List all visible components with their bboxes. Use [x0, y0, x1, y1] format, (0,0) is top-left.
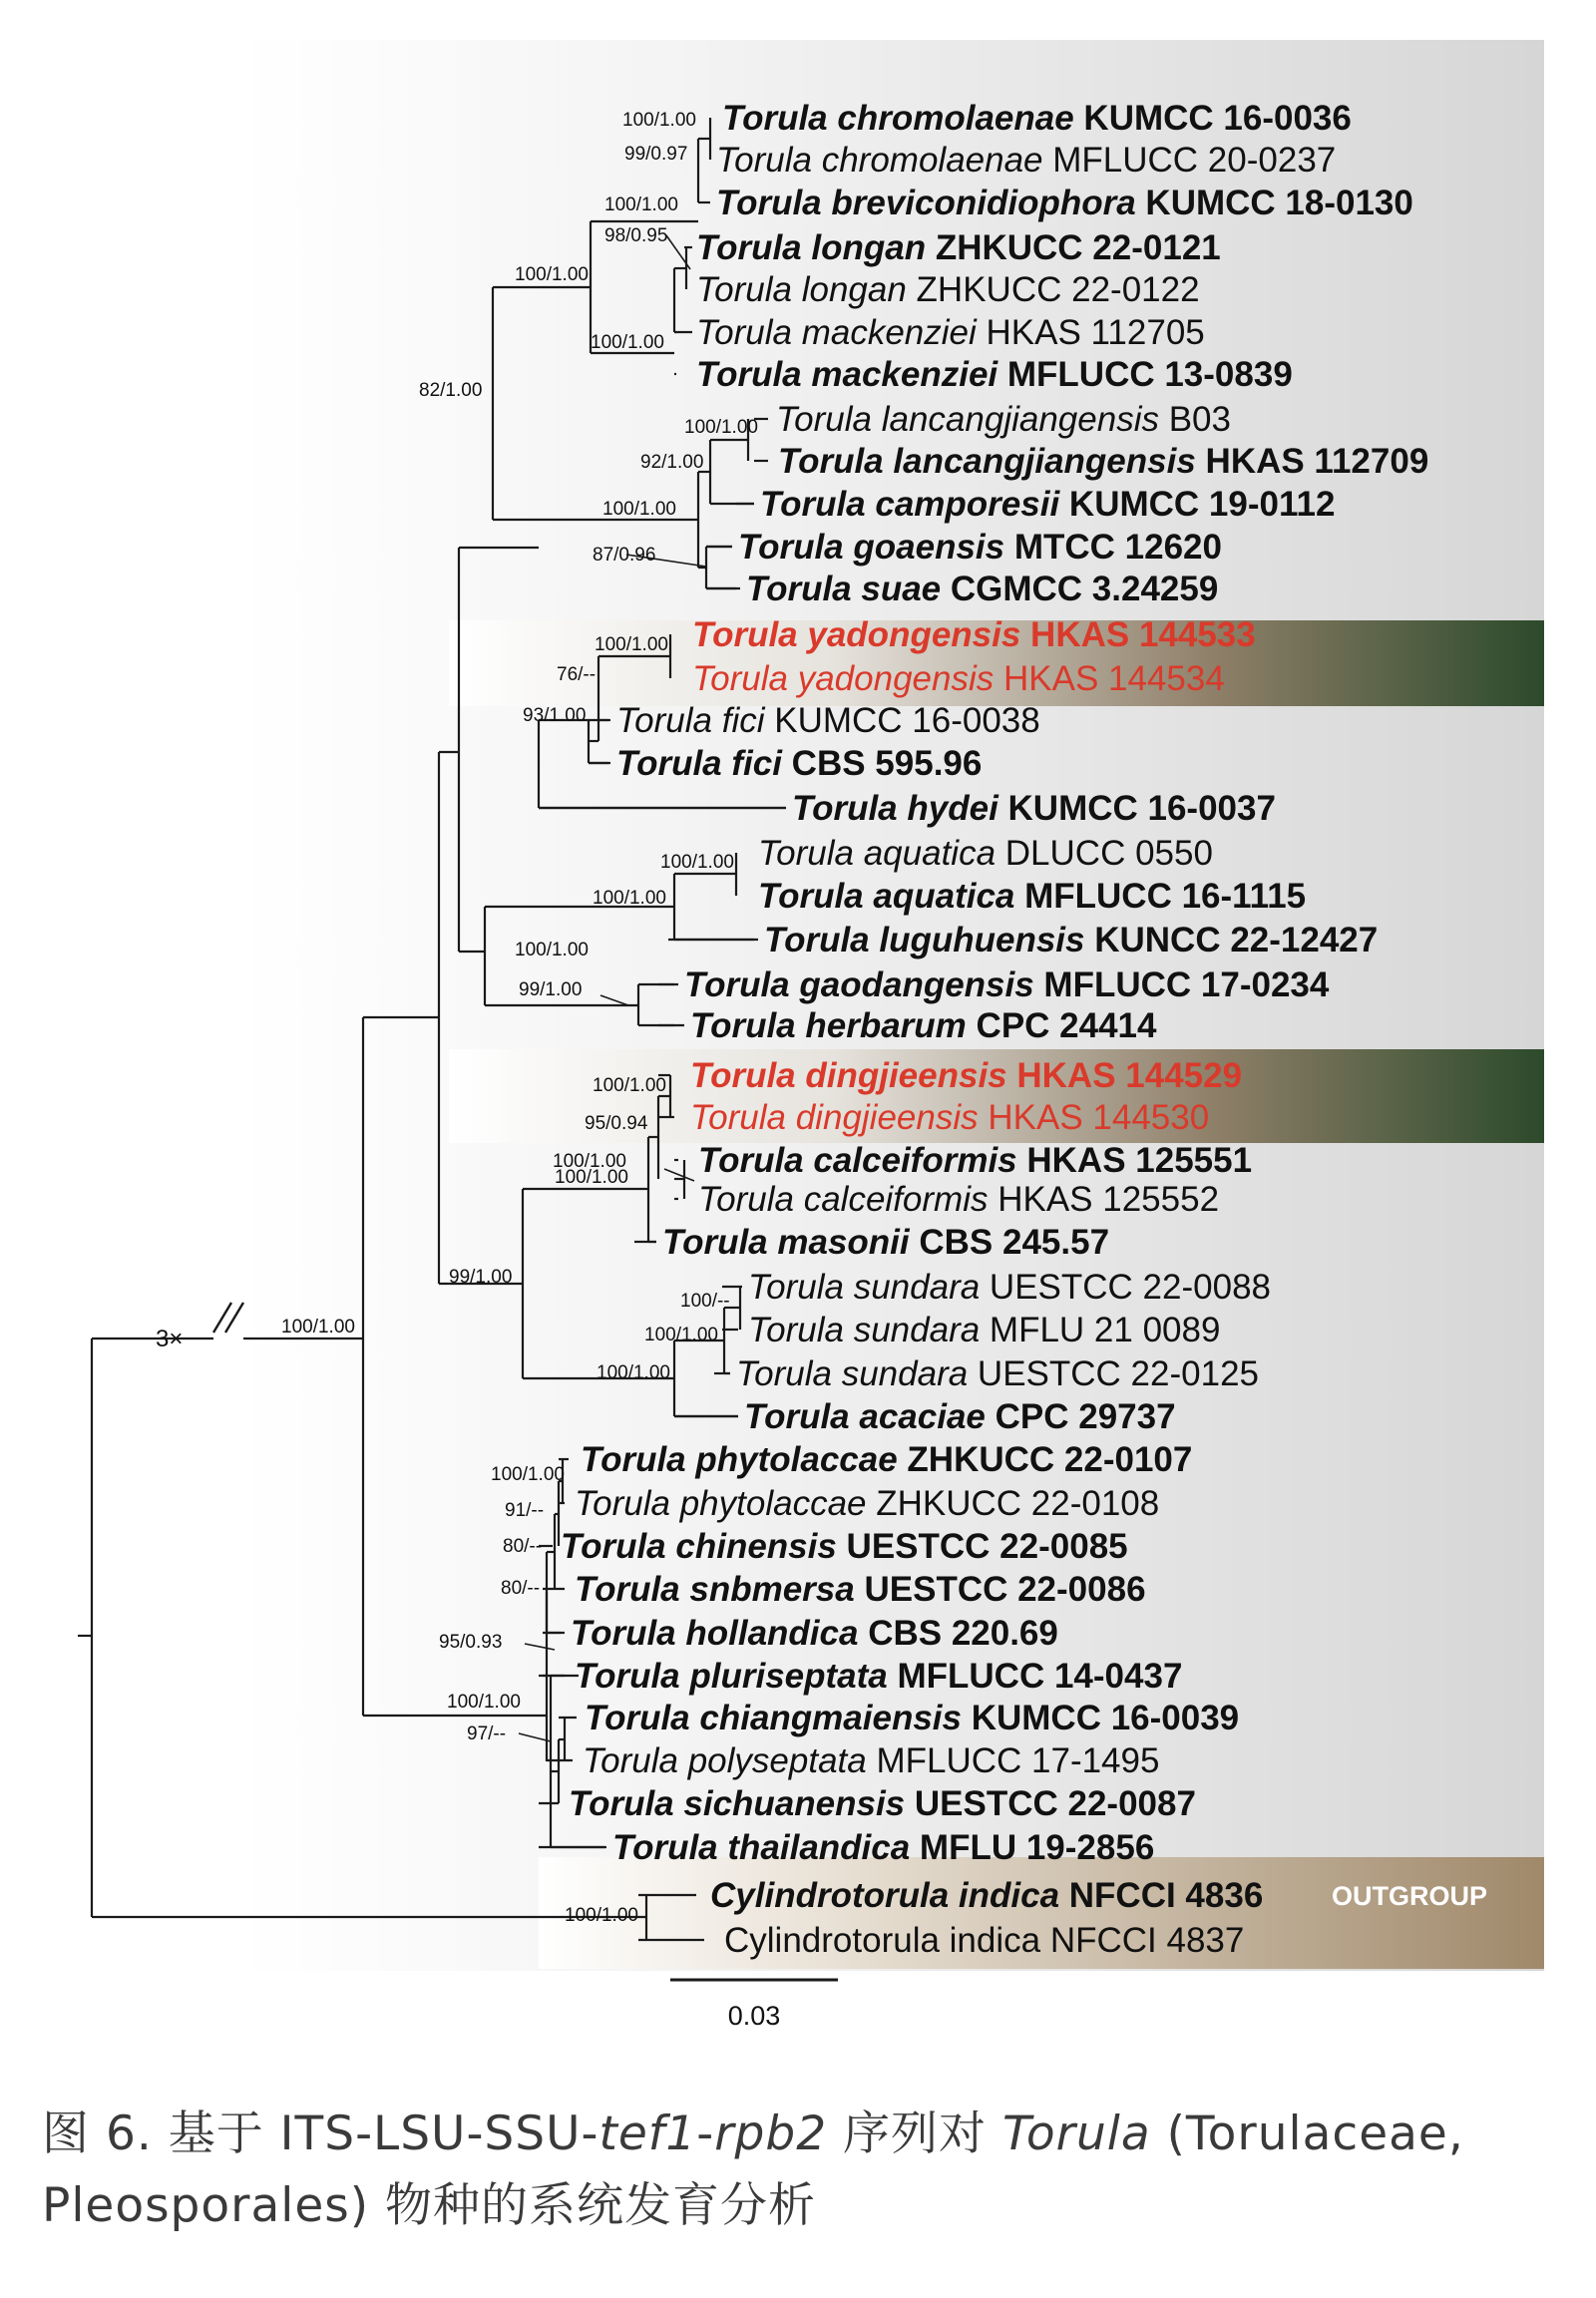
support-value: 100/1.00 — [604, 194, 678, 215]
support-value: 100/1.00 — [644, 1325, 718, 1345]
caption-genus: Torula — [1002, 2106, 1151, 2161]
outgroup-label: OUTGROUP — [1332, 1881, 1488, 1911]
taxon-voucher: HKAS 144533 — [1020, 615, 1256, 654]
taxon-voucher: HKAS 144530 — [978, 1098, 1210, 1137]
taxon-name: Torula phytolaccae — [581, 1440, 898, 1479]
taxon-name: Torula mackenziei — [696, 355, 998, 394]
taxon-label — [792, 789, 1276, 828]
taxon-voucher: HKAS 112705 — [976, 313, 1205, 352]
taxon-voucher: MFLU 19-2856 — [910, 1828, 1155, 1867]
taxon-name: Torula fici — [616, 744, 782, 783]
support-value: 92/1.00 — [640, 452, 704, 473]
taxon-name: Torula hollandica — [571, 1614, 859, 1653]
taxon-label — [696, 228, 1221, 267]
taxon-voucher: UESTCC 22-0085 — [836, 1527, 1128, 1566]
support-value: 99/1.00 — [449, 1267, 513, 1288]
taxon-label — [575, 1484, 1159, 1523]
support-value: 100/1.00 — [565, 1905, 638, 1926]
taxon-voucher: UESTCC 22-0087 — [905, 1784, 1196, 1823]
support-value: 95/0.94 — [585, 1113, 648, 1134]
taxon-voucher: KUMCC 19-0112 — [1059, 485, 1336, 524]
taxon-voucher: ZHKUCC 22-0121 — [926, 228, 1221, 267]
support-value: 100/1.00 — [515, 940, 589, 960]
taxon-name: Torula camporesii — [760, 485, 1060, 524]
caption-suffix: (Torulaceae, Pleosporales) 物种的系统发育分析 — [42, 2106, 1464, 2233]
taxon-label — [616, 744, 982, 783]
taxon-name: Torula sundara — [736, 1354, 969, 1393]
taxon-voucher: KUMCC 16-0036 — [1073, 99, 1352, 138]
taxon-label — [760, 485, 1335, 524]
taxon-name: Torula hydei — [792, 789, 998, 828]
caption-prefix: 图 6. 基于 ITS-LSU-SSU- — [42, 2106, 599, 2161]
taxon-voucher: CPC 24414 — [966, 1006, 1157, 1045]
support-value: 100/1.00 — [597, 1362, 670, 1383]
branch-break — [156, 1303, 243, 1352]
taxon-voucher: MFLUCC 20-0237 — [1042, 141, 1337, 180]
taxon-label — [662, 1223, 1109, 1262]
taxon-voucher: MTCC 12620 — [1004, 528, 1222, 567]
taxon-voucher: CBS 245.57 — [909, 1223, 1110, 1262]
taxon-name: Torula chinensis — [561, 1527, 837, 1566]
taxon-voucher: ZHKUCC 22-0107 — [897, 1440, 1193, 1479]
taxon-label — [569, 1784, 1196, 1823]
taxon-label — [776, 400, 1231, 439]
taxon-voucher: HKAS 144534 — [994, 659, 1225, 698]
support-value: 80/-- — [501, 1578, 541, 1599]
taxon-voucher: MFLU 21 0089 — [980, 1311, 1221, 1349]
taxon-label — [690, 1098, 1209, 1137]
taxon-name: Torula snbmersa — [575, 1570, 855, 1609]
taxon-label — [722, 99, 1352, 138]
taxon-voucher: B03 — [1158, 400, 1231, 439]
support-value: 100/1.00 — [684, 417, 758, 438]
taxon-label — [738, 528, 1222, 567]
taxon-voucher: CPC 29737 — [985, 1397, 1176, 1436]
support-value: 76/-- — [557, 664, 597, 685]
taxon-name: Torula luguhuensis — [764, 921, 1085, 959]
taxon-label — [696, 270, 1200, 309]
taxon-name: Torula thailandica — [612, 1828, 911, 1867]
taxon-label — [778, 442, 1428, 481]
taxon-name: Torula lancangjiangensis — [778, 442, 1196, 481]
support-value: 100/1.00 — [622, 110, 696, 131]
taxon-name: Torula acaciae — [744, 1397, 986, 1436]
taxon-voucher: HKAS 144529 — [1006, 1056, 1243, 1095]
taxon-voucher: MFLUCC 17-1495 — [866, 1741, 1160, 1780]
support-value: 100/-- — [680, 1291, 730, 1312]
support-value: 87/0.96 — [593, 545, 656, 566]
taxon-voucher: HKAS 125551 — [1016, 1141, 1253, 1180]
taxon-name: Torula breviconidiophora — [716, 184, 1136, 222]
taxon-label — [758, 877, 1306, 916]
taxon-label — [758, 834, 1213, 873]
caption-gene-rpb2: rpb2 — [714, 2106, 828, 2161]
taxon-name: Cylindrotorula indica — [724, 1921, 1041, 1960]
taxon-voucher: UESTCC 22-0088 — [980, 1268, 1271, 1307]
taxon-label — [748, 1268, 1271, 1307]
support-value: 100/1.00 — [660, 852, 734, 873]
taxon-label — [585, 1699, 1239, 1737]
taxon-voucher: KUMCC 16-0039 — [961, 1699, 1240, 1737]
support-value: 100/1.00 — [593, 1075, 666, 1096]
taxon-voucher: KUMCC 16-0037 — [998, 789, 1276, 828]
taxon-name: Torula masonii — [662, 1223, 910, 1262]
taxon-voucher: ZHKUCC 22-0122 — [906, 270, 1200, 309]
taxon-voucher: ZHKUCC 22-0108 — [866, 1484, 1160, 1523]
support-value: 91/-- — [505, 1500, 545, 1521]
taxon-label — [716, 184, 1413, 222]
taxon-name: Torula goaensis — [738, 528, 1005, 567]
taxon-name: Torula pluriseptata — [575, 1657, 888, 1696]
taxon-name: Torula aquatica — [758, 834, 997, 873]
taxon-voucher: NFCCI 4837 — [1040, 1921, 1245, 1960]
taxon-name: Cylindrotorula indica — [710, 1876, 1060, 1915]
taxon-name: Torula dingjieensis — [690, 1098, 979, 1137]
taxon-voucher: CBS 595.96 — [781, 744, 983, 783]
taxon-label — [616, 701, 1040, 740]
taxon-label — [612, 1828, 1154, 1867]
support-value: 95/0.93 — [439, 1632, 503, 1653]
taxon-name: Torula aquatica — [758, 877, 1015, 916]
taxon-name: Torula longan — [696, 228, 927, 267]
taxon-voucher: HKAS 112709 — [1195, 442, 1429, 481]
taxon-label — [748, 1311, 1220, 1349]
support-value: 100/1.00 — [281, 1317, 355, 1338]
taxon-name: Torula sundara — [748, 1311, 981, 1349]
taxon-voucher: DLUCC 0550 — [996, 834, 1213, 873]
support-value: 100/1.00 — [553, 1151, 626, 1172]
taxon-voucher: KUMCC 16-0038 — [764, 701, 1040, 740]
taxon-name: Torula chromolaenae — [722, 99, 1074, 138]
support-value: 97/-- — [467, 1724, 507, 1744]
taxon-name: Torula fici — [616, 701, 765, 740]
taxon-voucher: KUMCC 18-0130 — [1135, 184, 1413, 222]
taxon-name: Torula suae — [746, 570, 942, 608]
taxon-label — [764, 921, 1378, 959]
taxon-name: Torula polyseptata — [583, 1741, 867, 1780]
taxon-voucher: KUNCC 22-12427 — [1084, 921, 1379, 959]
taxon-label — [581, 1440, 1192, 1479]
taxon-name: Torula mackenziei — [696, 313, 977, 352]
taxon-voucher: MFLUCC 14-0437 — [887, 1657, 1183, 1696]
taxon-voucher: MFLUCC 13-0839 — [998, 355, 1293, 394]
taxon-label — [736, 1354, 1259, 1393]
taxon-label — [716, 141, 1336, 180]
taxon-name: Torula yadongensis — [692, 615, 1021, 654]
branch-break-label: 3× — [156, 1326, 184, 1352]
support-value: 100/1.00 — [447, 1692, 521, 1713]
taxon-name: Torula chiangmaiensis — [585, 1699, 962, 1737]
taxon-label — [696, 355, 1293, 394]
taxon-name: Torula chromolaenae — [716, 141, 1043, 180]
taxon-label — [746, 570, 1218, 608]
taxon-voucher: MFLUCC 17-0234 — [1033, 965, 1330, 1004]
taxon-label — [698, 1141, 1252, 1180]
taxon-voucher: UESTCC 22-0086 — [854, 1570, 1146, 1609]
taxon-label — [744, 1397, 1176, 1436]
taxon-voucher: CGMCC 3.24259 — [941, 570, 1219, 608]
support-value: 100/1.00 — [591, 332, 664, 353]
caption-dash: - — [696, 2106, 715, 2161]
taxon-name: Torula sichuanensis — [569, 1784, 906, 1823]
taxon-label — [575, 1570, 1146, 1609]
taxon-label — [684, 965, 1330, 1004]
taxon-name: Torula calceiformis — [698, 1180, 989, 1219]
taxon-label — [583, 1741, 1159, 1780]
taxon-label — [561, 1527, 1128, 1566]
taxon-voucher: CBS 220.69 — [858, 1614, 1058, 1653]
support-value: 98/0.95 — [604, 225, 668, 246]
taxon-voucher: HKAS 125552 — [988, 1180, 1220, 1219]
taxon-name: Torula sundara — [748, 1268, 981, 1307]
taxon-label — [710, 1876, 1263, 1915]
support-value: 100/1.00 — [602, 499, 676, 520]
taxon-label — [692, 659, 1225, 698]
caption-gene-tef1: tef1 — [598, 2106, 697, 2161]
support-value: 100/1.00 — [515, 264, 589, 285]
taxon-label — [698, 1180, 1219, 1219]
support-value: 100/1.00 — [593, 888, 666, 909]
taxon-label — [571, 1614, 1058, 1653]
taxon-name: Torula herbarum — [690, 1006, 967, 1045]
taxon-label — [724, 1921, 1244, 1960]
taxon-label — [690, 1006, 1157, 1045]
scale-bar — [670, 1980, 838, 2031]
support-value: 99/0.97 — [624, 144, 688, 165]
taxon-label — [696, 313, 1205, 352]
taxon-name: Torula yadongensis — [692, 659, 995, 698]
support-value: 93/1.00 — [523, 705, 587, 726]
taxon-label — [692, 615, 1256, 654]
taxon-name: Torula gaodangensis — [684, 965, 1034, 1004]
support-value: 80/-- — [503, 1536, 543, 1557]
taxon-label — [575, 1657, 1182, 1696]
support-value: 99/1.00 — [519, 979, 583, 1000]
support-value: 82/1.00 — [419, 380, 483, 401]
taxon-name: Torula dingjieensis — [690, 1056, 1007, 1095]
support-value: 100/1.00 — [491, 1464, 565, 1485]
support-value: 100/1.00 — [595, 634, 668, 655]
support-value: 100/1.00 — [555, 1167, 628, 1188]
taxon-label — [690, 1056, 1242, 1095]
taxon-voucher: MFLUCC 16-1115 — [1014, 877, 1307, 916]
taxon-name: Torula phytolaccae — [575, 1484, 867, 1523]
taxon-name: Torula lancangjiangensis — [776, 400, 1159, 439]
scale-bar-label: 0.03 — [727, 2001, 781, 2031]
taxon-voucher: NFCCI 4836 — [1059, 1876, 1264, 1915]
taxon-name: Torula longan — [696, 270, 907, 309]
caption-middle: 序列对 — [827, 2106, 1002, 2161]
taxon-voucher: UESTCC 22-0125 — [968, 1354, 1259, 1393]
figure-caption — [42, 2099, 1558, 2242]
taxon-name: Torula calceiformis — [698, 1141, 1017, 1180]
